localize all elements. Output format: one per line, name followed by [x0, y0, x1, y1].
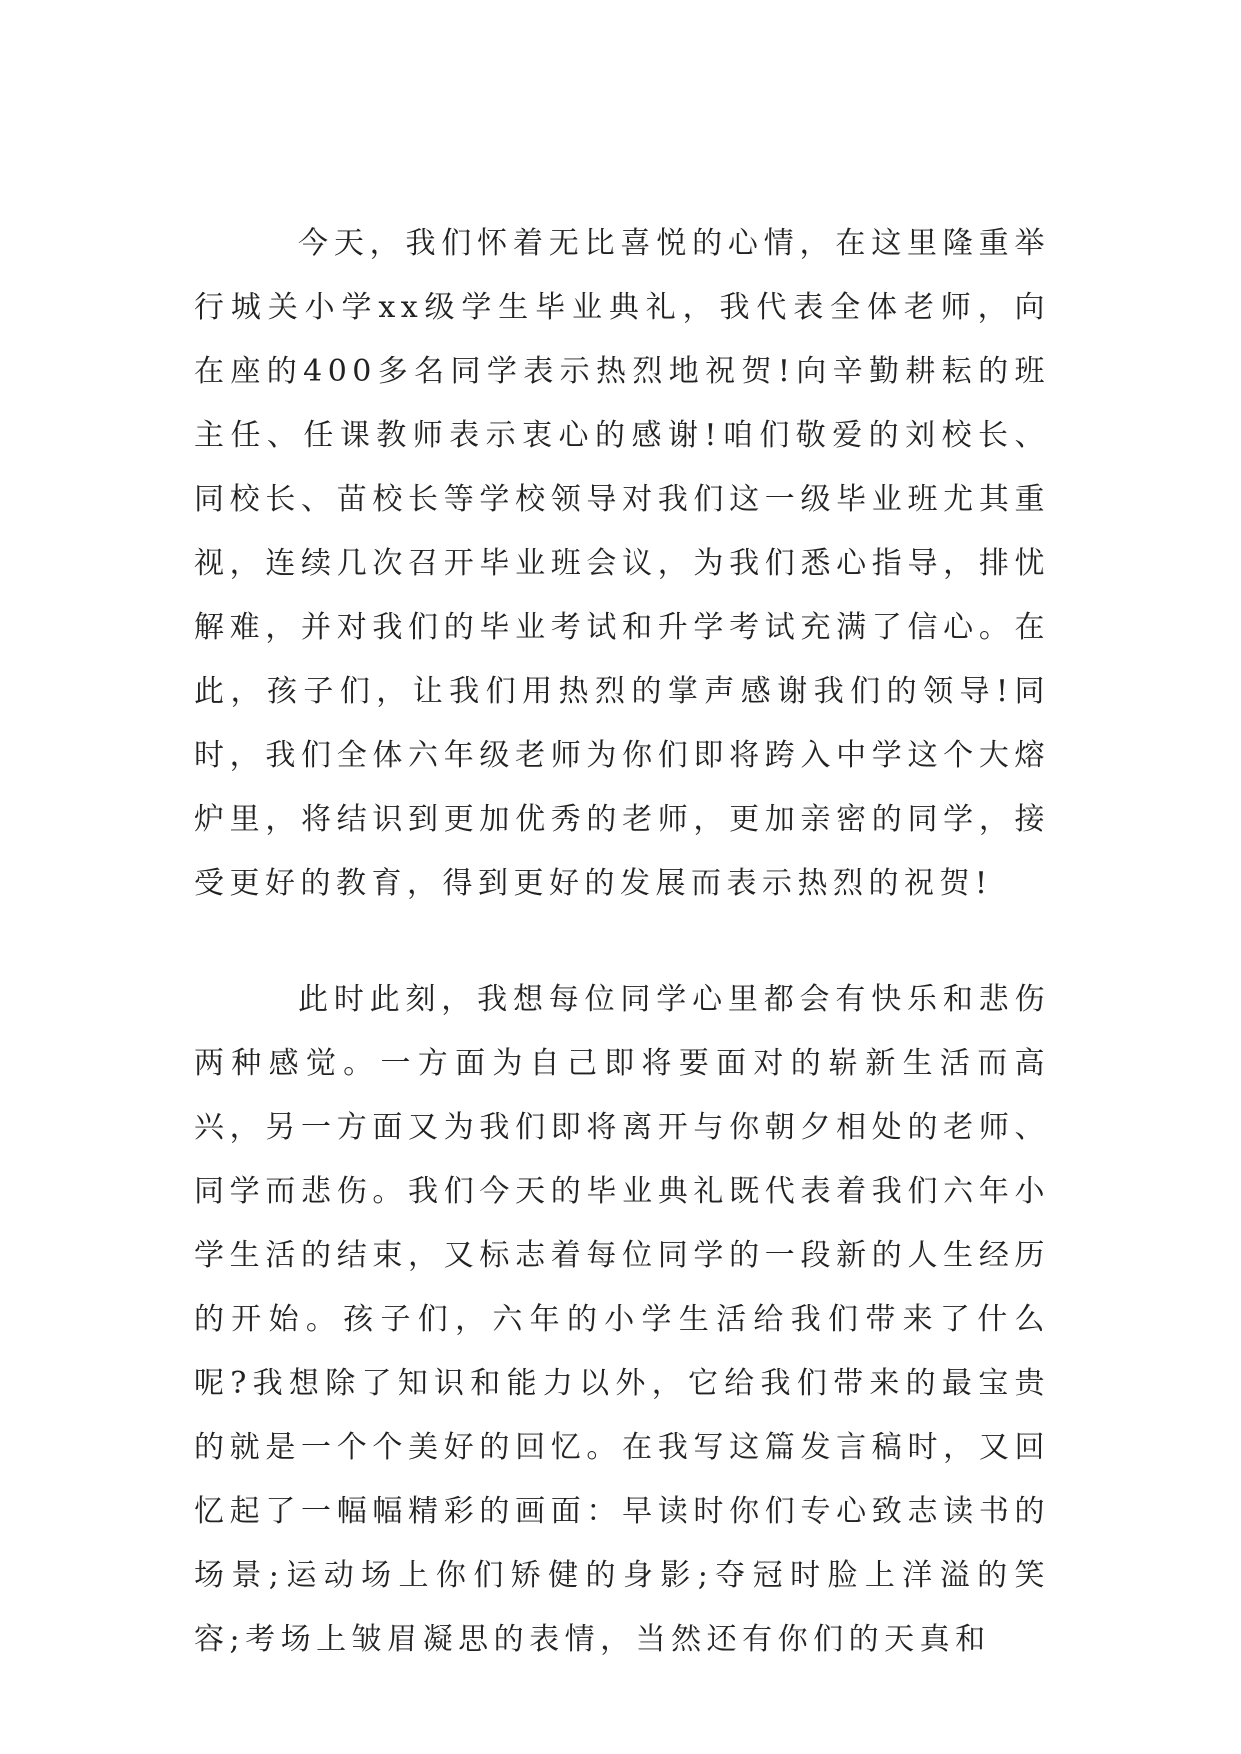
paragraph-2: 此时此刻，我想每位同学心里都会有快乐和悲伤两种感觉。一方面为自己即将要面对的崭新生活而高兴，另一方面又为我们即将离开与你朝夕相处的老师、同学而悲伤。我们今天的毕业典礼既代表着我们六年小学生活的结束，又标志着每位同学的一段新的人生经历的开始。孩子们，六年的小学生活给我们带来了什么呢?我想除了知识和能力以外，它给我们带来的最宝贵的就是一个个美好的回忆。在我写这篇发言稿时，又回忆起了一幅幅精彩的画面：早读时你们专心致志读书的场景;运动场上你们矫健的身影;夺冠时脸上洋溢的笑容;考场上皱眉凝思的表情，当然还有你们的天真和 [194, 982, 1050, 1657]
paragraph-1: 今天，我们怀着无比喜悦的心情，在这里隆重举行城关小学xx级学生毕业典礼，我代表全体老师，向在座的400多名同学表示热烈地祝贺!向辛勤耕耘的班主任、任课教师表示衷心的感谢!咱们敬爱的刘校长、同校长、苗校长等学校领导对我们这一级毕业班尤其重视，连续几次召开毕业班会议，为我们悉心指导，排忧解难，并对我们的毕业考试和升学考试充满了信心。在此，孩子们，让我们用热烈的掌声感谢我们的领导!同时，我们全体六年级老师为你们即将跨入中学这个大熔炉里，将结识到更加优秀的老师，更加亲密的同学，接受更好的教育，得到更好的发展而表示热烈的祝贺! [194, 226, 1050, 901]
